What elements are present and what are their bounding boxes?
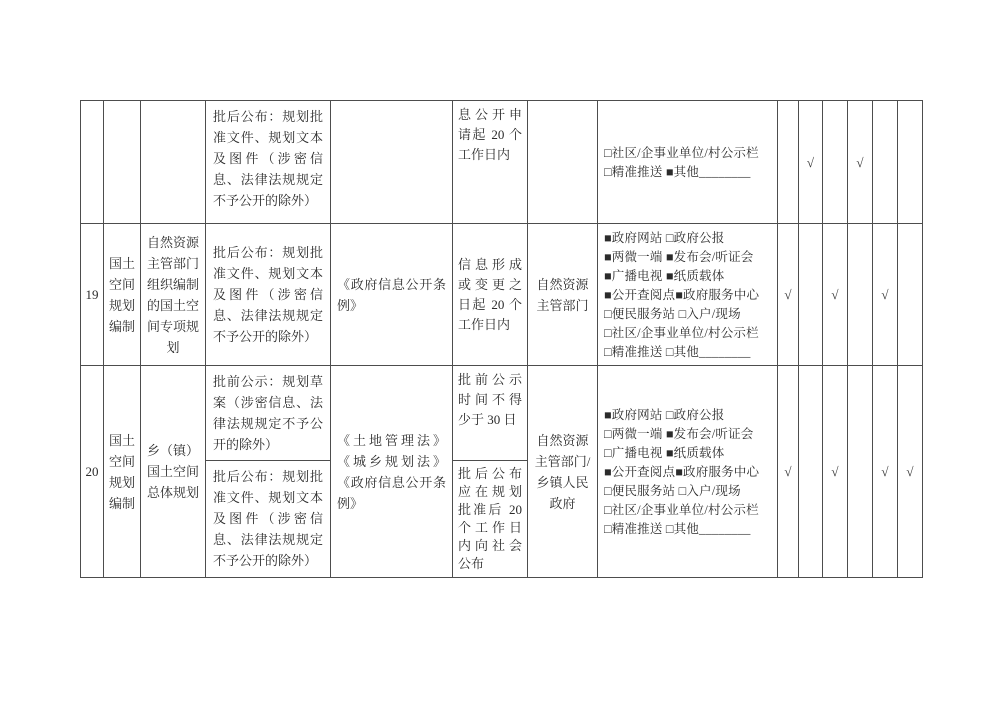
deadline-cell: 息公开申请起 20 个工作日内 — [453, 101, 528, 224]
check-cell-on-request — [848, 224, 873, 366]
seq-cell: 19 — [81, 224, 104, 366]
deadline-cell-post-approval: 批后公布应在规划批准后 20 个工作日内向社会公布 — [453, 461, 528, 578]
channel-line: □精准推送 □其他________ — [604, 345, 751, 359]
check-cell-society: √ — [778, 366, 799, 578]
item-cell: 自然资源主管部门组织编制的国土空间专项规划 — [141, 224, 206, 366]
seq-cell — [81, 101, 104, 224]
channel-line: □精准推送 ■其他________ — [604, 165, 751, 179]
seq-cell: 20 — [81, 366, 104, 578]
channel-line: □社区/企事业单位/村公示栏 — [604, 146, 759, 160]
channel-line: □两微一端 ■发布会/听证会 — [604, 427, 754, 441]
content-cell: 批后公布：规划批准文件、规划文本及图件（涉密信息、法律法规规定不予公开的除外） — [206, 224, 331, 366]
channels-cell — [598, 224, 778, 366]
check-cell-specific-group — [799, 366, 823, 578]
channel-line: ■两微一端 ■发布会/听证会 — [604, 250, 754, 264]
category-cell — [104, 101, 141, 224]
channel-line: □广播电视 ■纸质载体 — [604, 446, 725, 460]
channels-cell — [598, 101, 778, 224]
check-cell-society: √ — [778, 224, 799, 366]
basis-cell: 《政府信息公开条例》 — [331, 224, 453, 366]
channel-line: □便民服务站 □入户/现场 — [604, 307, 741, 321]
channel-line: ■政府网站 □政府公报 — [604, 231, 725, 245]
category-cell: 国土空间规划编制 — [104, 366, 141, 578]
subject-cell — [528, 101, 598, 224]
check-cell-specific-group: √ — [799, 101, 823, 224]
subject-cell: 自然资源主管部门 — [528, 224, 598, 366]
check-cell-county: √ — [873, 366, 898, 578]
table-row-continuation — [81, 101, 923, 224]
item-cell: 乡（镇）国土空间总体规划 — [141, 366, 206, 578]
check-cell-on-request: √ — [848, 101, 873, 224]
check-cell-proactive: √ — [823, 366, 848, 578]
channel-line: □精准推送 □其他________ — [604, 522, 751, 536]
subject-cell: 自然资源主管部门/乡镇人民政府 — [528, 366, 598, 578]
check-cell-proactive — [823, 101, 848, 224]
deadline-cell: 信息形成或变更之日起 20 个工作日内 — [453, 224, 528, 366]
category-cell: 国土空间规划编制 — [104, 224, 141, 366]
table-row-20 — [81, 366, 923, 461]
check-cell-society — [778, 101, 799, 224]
table-row-19 — [81, 224, 923, 366]
channel-line: ■公开查阅点■政府服务中心 — [604, 288, 760, 302]
check-cell-township — [898, 224, 923, 366]
channel-line: □便民服务站 □入户/现场 — [604, 484, 741, 498]
channel-line: ■政府网站 □政府公报 — [604, 408, 725, 422]
channel-line: □社区/企事业单位/村公示栏 — [604, 326, 759, 340]
check-cell-county: √ — [873, 224, 898, 366]
check-cell-on-request — [848, 366, 873, 578]
channels-cell — [598, 366, 778, 578]
channel-line: ■公开查阅点■政府服务中心 — [604, 465, 760, 479]
basis-cell — [331, 101, 453, 224]
disclosure-catalog-table — [80, 100, 923, 578]
content-cell: 批后公布：规划批准文件、规划文本及图件（涉密信息、法律法规规定不予公开的除外） — [206, 101, 331, 224]
deadline-cell-pre-approval: 批前公示时间不得少于 30 日 — [453, 366, 528, 461]
check-cell-township — [898, 101, 923, 224]
channel-line: □社区/企事业单位/村公示栏 — [604, 503, 759, 517]
channel-line: ■广播电视 ■纸质载体 — [604, 269, 725, 283]
check-cell-county — [873, 101, 898, 224]
check-cell-township: √ — [898, 366, 923, 578]
item-cell — [141, 101, 206, 224]
check-cell-proactive: √ — [823, 224, 848, 366]
content-cell-pre-approval: 批前公示：规划草案（涉密信息、法律法规规定不予公开的除外） — [206, 366, 331, 461]
check-cell-specific-group — [799, 224, 823, 366]
content-cell-post-approval: 批后公布：规划批准文件、规划文本及图件（涉密信息、法律法规规定不予公开的除外） — [206, 461, 331, 578]
basis-cell: 《土地管理法》《城乡规划法》《政府信息公开条例》 — [331, 366, 453, 578]
